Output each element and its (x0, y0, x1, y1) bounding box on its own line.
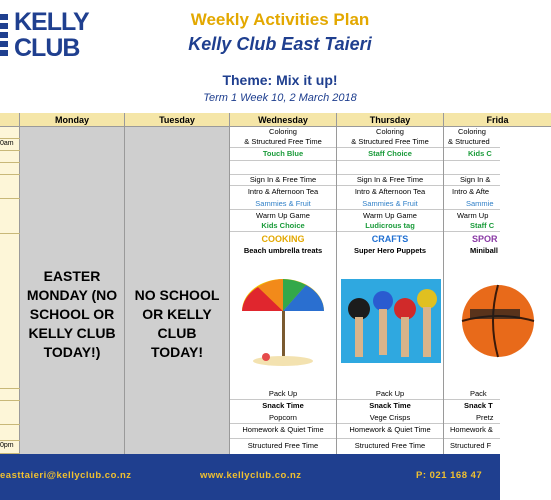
activity-snack: Vege Crisps (337, 413, 443, 424)
activity-free-time: Structured Free Time (354, 441, 426, 450)
superhero-puppets-image (341, 279, 441, 363)
contact-footer (0, 454, 500, 500)
theme-heading: Theme: Mix it up! (222, 72, 338, 88)
activities-grid (0, 113, 509, 454)
activity-homework: Homework & Quiet Time (337, 425, 443, 439)
closed-notice-monday: EASTER MONDAY (NO SCHOOL OR KELLY CLUB TODAY!) (26, 268, 118, 360)
beach-umbrella-image (238, 271, 328, 371)
activity-category: COOKING (261, 234, 305, 244)
day-column-thursday (337, 113, 444, 454)
activity-warm-up: Warm Up Game (256, 211, 310, 220)
activity-morning: Coloring (269, 127, 297, 136)
activity-pack-up: Pack Up (337, 389, 443, 400)
activity-afternoon-tea: Intro & Afte (452, 187, 490, 196)
activity-food: Sammies & Fruit (337, 199, 443, 210)
time-header (0, 113, 19, 127)
activity-morning-2: & Structured (444, 137, 500, 148)
activity-sign-in: Sign In & Free Time (230, 175, 336, 186)
activity-pack-up: Pack (444, 389, 500, 400)
activity-homework: Homework & (444, 425, 500, 439)
term-date: Term 1 Week 10, 2 March 2018 (203, 92, 357, 104)
time-column (0, 113, 20, 454)
activity-title: Beach umbrella treats (243, 246, 323, 255)
activity-category: CRAFTS (371, 234, 409, 244)
day-header-monday: Monday (20, 113, 124, 127)
activity-morning-game: Touch Blue (230, 149, 336, 161)
time-slot-morning: 0am (0, 139, 20, 151)
activity-free-time: Structured F (450, 441, 492, 450)
basketball-image (458, 281, 528, 361)
email-link[interactable]: easttaieri@kellyclub.co.nz (0, 470, 132, 481)
day-column-wednesday (230, 113, 337, 454)
website-link[interactable]: www.kellyclub.co.nz (200, 470, 302, 481)
page-title: Weekly Activities Plan (190, 10, 370, 29)
day-column-friday (444, 113, 509, 454)
activity-morning: Coloring (376, 127, 404, 136)
day-column-tuesday (125, 113, 230, 454)
activity-pack-up: Pack Up (230, 389, 336, 400)
activity-snack: Pretz (444, 413, 500, 424)
club-name: Kelly Club East Taieri (188, 34, 372, 54)
activity-food: Sammie (444, 199, 500, 210)
activity-food: Sammies & Fruit (230, 199, 336, 210)
activity-morning-game: Kids C (444, 149, 500, 161)
activity-title: Super Hero Puppets (353, 246, 427, 255)
activity-warm-up: Warm Up Game (363, 211, 417, 220)
activity-morning: Coloring (458, 127, 486, 136)
activity-category: SPOR (472, 234, 498, 244)
activity-sign-in: Sign In & (444, 175, 500, 186)
activity-free-time: Structured Free Time (247, 441, 319, 450)
activity-warm-up-game: Staff C (444, 221, 500, 232)
activity-title: Miniball (470, 246, 498, 255)
closed-notice-tuesday: NO SCHOOL OR KELLY CLUB TODAY! (134, 287, 220, 360)
activity-morning-2: & Structured Free Time (337, 137, 443, 148)
activity-snack-time: Snack Time (369, 401, 411, 410)
day-header-wednesday: Wednesday (230, 113, 336, 127)
day-header-thursday: Thursday (337, 113, 443, 127)
day-column-monday (20, 113, 125, 454)
day-header-friday: Frida (444, 113, 551, 127)
activity-snack-time: Snack T (464, 401, 493, 410)
activity-warm-up-game: Kids Choice (230, 221, 336, 232)
activity-snack: Popcorn (230, 413, 336, 424)
logo-line-1: KELLY (14, 8, 89, 36)
activity-snack-time: Snack Time (262, 401, 304, 410)
activity-homework: Homework & Quiet Time (230, 425, 336, 439)
activity-morning-game: Staff Choice (337, 149, 443, 161)
activity-warm-up-game: Ludicrous tag (337, 221, 443, 232)
activity-morning-2: & Structured Free Time (230, 137, 336, 148)
day-header-tuesday: Tuesday (125, 113, 229, 127)
activity-afternoon-tea: Intro & Afternoon Tea (247, 187, 319, 196)
logo-bars-icon (0, 14, 10, 58)
time-slot-evening: 0pm (0, 441, 20, 454)
phone-number: P: 021 168 47 (416, 470, 483, 481)
activity-sign-in: Sign In & Free Time (337, 175, 443, 186)
activity-warm-up: Warm Up (457, 211, 489, 220)
activity-afternoon-tea: Intro & Afternoon Tea (354, 187, 426, 196)
logo-line-2: CLUB (14, 34, 80, 62)
